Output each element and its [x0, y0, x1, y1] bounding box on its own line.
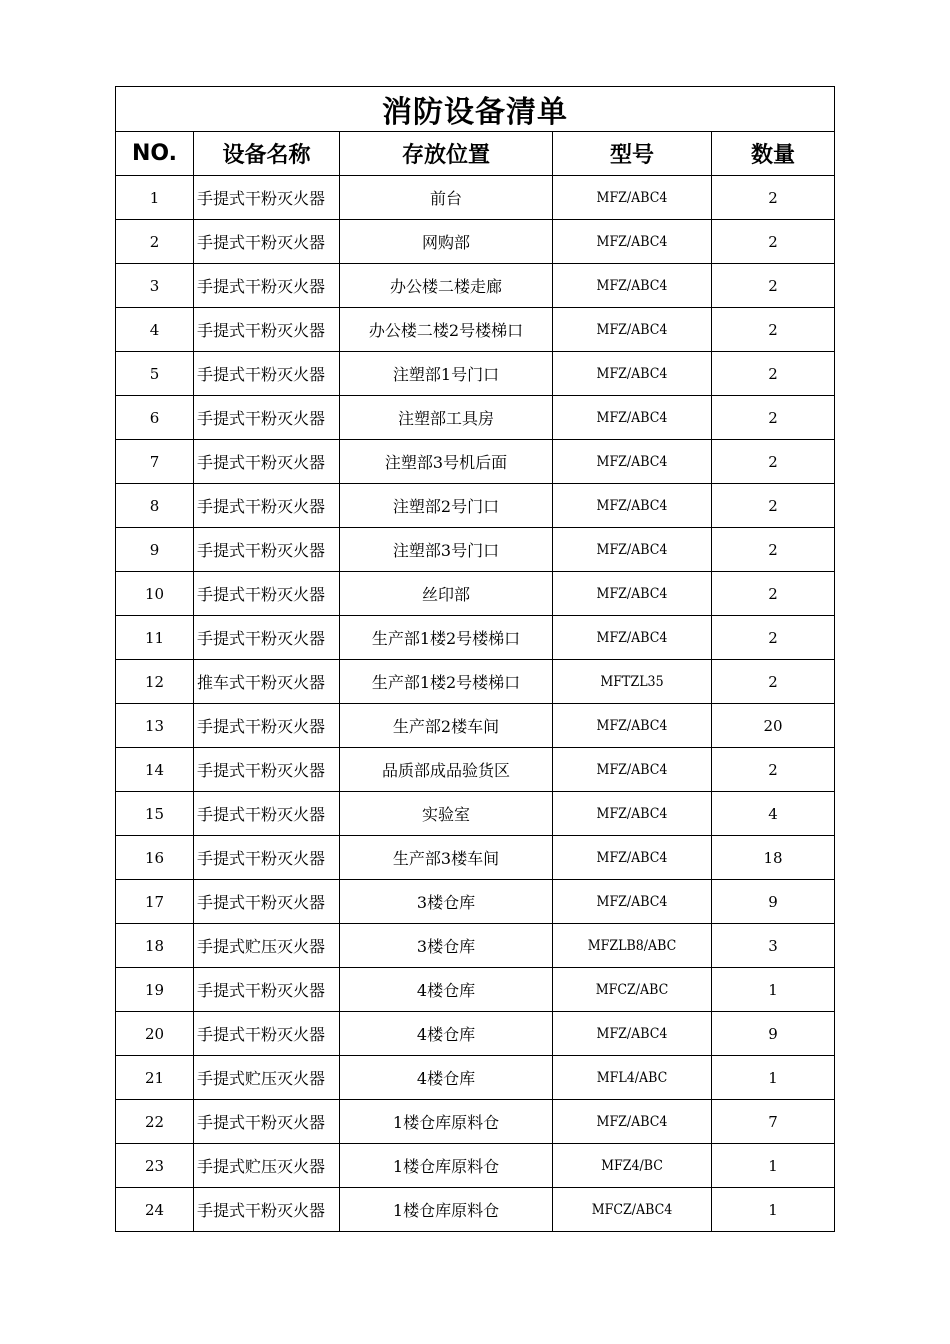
cell-equipment-name: 手提式干粉灭火器	[194, 1100, 340, 1144]
table-row	[116, 924, 835, 968]
cell-model: MFZ/ABC4	[553, 880, 712, 924]
cell-quantity: 2	[712, 528, 835, 572]
cell-location: 实验室	[340, 792, 553, 836]
cell-location: 品质部成品验货区	[340, 748, 553, 792]
header-location: 存放位置	[340, 132, 553, 176]
cell-equipment-name: 手提式干粉灭火器	[194, 572, 340, 616]
cell-location: 办公楼二楼走廊	[340, 264, 553, 308]
cell-model: MFZ/ABC4	[553, 308, 712, 352]
table-row	[116, 1144, 835, 1188]
table-row	[116, 660, 835, 704]
cell-quantity: 1	[712, 1056, 835, 1100]
cell-model: MFZ/ABC4	[553, 352, 712, 396]
cell-location: 办公楼二楼2号楼梯口	[340, 308, 553, 352]
table-body	[116, 176, 835, 1232]
header-row	[116, 132, 835, 176]
cell-equipment-name: 手提式贮压灭火器	[194, 1056, 340, 1100]
cell-location: 注塑部2号门口	[340, 484, 553, 528]
cell-model: MFZ/ABC4	[553, 704, 712, 748]
cell-no: 14	[116, 748, 194, 792]
cell-quantity: 9	[712, 1012, 835, 1056]
table-row	[116, 1056, 835, 1100]
cell-model: MFZ4/BC	[553, 1144, 712, 1188]
table-row	[116, 704, 835, 748]
table-row	[116, 528, 835, 572]
cell-quantity: 1	[712, 1188, 835, 1232]
cell-equipment-name: 手提式干粉灭火器	[194, 704, 340, 748]
cell-no: 5	[116, 352, 194, 396]
cell-quantity: 2	[712, 484, 835, 528]
cell-equipment-name: 手提式干粉灭火器	[194, 836, 340, 880]
table-row	[116, 1100, 835, 1144]
cell-quantity: 2	[712, 220, 835, 264]
cell-equipment-name: 手提式干粉灭火器	[194, 1188, 340, 1232]
table-row	[116, 176, 835, 220]
cell-model: MFZ/ABC4	[553, 1012, 712, 1056]
table-row	[116, 484, 835, 528]
cell-model: MFZ/ABC4	[553, 748, 712, 792]
header-no: NO.	[116, 132, 194, 176]
table-row	[116, 1188, 835, 1232]
cell-model: MFZ/ABC4	[553, 440, 712, 484]
table-row	[116, 792, 835, 836]
cell-model: MFZ/ABC4	[553, 396, 712, 440]
cell-location: 1楼仓库原料仓	[340, 1144, 553, 1188]
cell-quantity: 2	[712, 748, 835, 792]
cell-no: 8	[116, 484, 194, 528]
cell-no: 12	[116, 660, 194, 704]
cell-no: 6	[116, 396, 194, 440]
cell-equipment-name: 手提式干粉灭火器	[194, 220, 340, 264]
header-model: 型号	[553, 132, 712, 176]
cell-equipment-name: 手提式干粉灭火器	[194, 748, 340, 792]
cell-model: MFZ/ABC4	[553, 1100, 712, 1144]
cell-equipment-name: 手提式干粉灭火器	[194, 1012, 340, 1056]
cell-model: MFZ/ABC4	[553, 792, 712, 836]
cell-model: MFZLB8/ABC	[553, 924, 712, 968]
cell-quantity: 2	[712, 440, 835, 484]
table-row	[116, 572, 835, 616]
cell-model: MFZ/ABC4	[553, 176, 712, 220]
cell-quantity: 4	[712, 792, 835, 836]
cell-location: 4楼仓库	[340, 1056, 553, 1100]
sheet-title: 消防设备清单	[116, 87, 835, 132]
cell-no: 11	[116, 616, 194, 660]
cell-location: 生产部1楼2号楼梯口	[340, 616, 553, 660]
cell-location: 3楼仓库	[340, 924, 553, 968]
cell-quantity: 1	[712, 968, 835, 1012]
cell-location: 注塑部工具房	[340, 396, 553, 440]
cell-no: 2	[116, 220, 194, 264]
cell-quantity: 2	[712, 396, 835, 440]
cell-no: 15	[116, 792, 194, 836]
cell-equipment-name: 手提式干粉灭火器	[194, 308, 340, 352]
cell-no: 19	[116, 968, 194, 1012]
cell-model: MFZ/ABC4	[553, 264, 712, 308]
cell-quantity: 18	[712, 836, 835, 880]
table-row	[116, 836, 835, 880]
header-name: 设备名称	[194, 132, 340, 176]
cell-location: 前台	[340, 176, 553, 220]
cell-equipment-name: 手提式干粉灭火器	[194, 352, 340, 396]
table-row	[116, 1012, 835, 1056]
table-row	[116, 440, 835, 484]
cell-location: 注塑部3号机后面	[340, 440, 553, 484]
cell-quantity: 2	[712, 264, 835, 308]
cell-location: 网购部	[340, 220, 553, 264]
cell-no: 20	[116, 1012, 194, 1056]
cell-model: MFL4/ABC	[553, 1056, 712, 1100]
table-row	[116, 220, 835, 264]
cell-equipment-name: 手提式贮压灭火器	[194, 924, 340, 968]
cell-no: 21	[116, 1056, 194, 1100]
cell-location: 丝印部	[340, 572, 553, 616]
cell-location: 生产部1楼2号楼梯口	[340, 660, 553, 704]
cell-location: 4楼仓库	[340, 1012, 553, 1056]
cell-model: MFZ/ABC4	[553, 836, 712, 880]
cell-no: 17	[116, 880, 194, 924]
cell-no: 18	[116, 924, 194, 968]
cell-quantity: 7	[712, 1100, 835, 1144]
table-row	[116, 748, 835, 792]
table-row	[116, 880, 835, 924]
cell-model: MFZ/ABC4	[553, 220, 712, 264]
cell-no: 23	[116, 1144, 194, 1188]
cell-equipment-name: 手提式干粉灭火器	[194, 396, 340, 440]
cell-location: 4楼仓库	[340, 968, 553, 1012]
cell-model: MFCZ/ABC4	[553, 1188, 712, 1232]
cell-quantity: 2	[712, 308, 835, 352]
cell-quantity: 2	[712, 352, 835, 396]
cell-quantity: 2	[712, 616, 835, 660]
cell-equipment-name: 手提式干粉灭火器	[194, 528, 340, 572]
cell-quantity: 20	[712, 704, 835, 748]
cell-model: MFCZ/ABC	[553, 968, 712, 1012]
cell-no: 3	[116, 264, 194, 308]
cell-location: 注塑部1号门口	[340, 352, 553, 396]
cell-location: 生产部3楼车间	[340, 836, 553, 880]
cell-quantity: 9	[712, 880, 835, 924]
cell-location: 1楼仓库原料仓	[340, 1188, 553, 1232]
cell-equipment-name: 手提式干粉灭火器	[194, 440, 340, 484]
cell-equipment-name: 手提式干粉灭火器	[194, 264, 340, 308]
cell-model: MFZ/ABC4	[553, 572, 712, 616]
table-row	[116, 264, 835, 308]
table-row	[116, 308, 835, 352]
cell-model: MFZ/ABC4	[553, 528, 712, 572]
cell-no: 4	[116, 308, 194, 352]
cell-location: 1楼仓库原料仓	[340, 1100, 553, 1144]
cell-equipment-name: 手提式干粉灭火器	[194, 484, 340, 528]
cell-no: 9	[116, 528, 194, 572]
cell-model: MFZ/ABC4	[553, 484, 712, 528]
cell-equipment-name: 推车式干粉灭火器	[194, 660, 340, 704]
cell-equipment-name: 手提式干粉灭火器	[194, 880, 340, 924]
cell-location: 注塑部3号门口	[340, 528, 553, 572]
cell-no: 1	[116, 176, 194, 220]
table-row	[116, 616, 835, 660]
table-row	[116, 968, 835, 1012]
header-qty: 数量	[712, 132, 835, 176]
cell-model: MFZ/ABC4	[553, 616, 712, 660]
table-row	[116, 352, 835, 396]
cell-quantity: 2	[712, 176, 835, 220]
cell-equipment-name: 手提式干粉灭火器	[194, 176, 340, 220]
cell-equipment-name: 手提式贮压灭火器	[194, 1144, 340, 1188]
equipment-table	[115, 86, 835, 1232]
cell-equipment-name: 手提式干粉灭火器	[194, 792, 340, 836]
cell-no: 7	[116, 440, 194, 484]
cell-quantity: 1	[712, 1144, 835, 1188]
cell-no: 16	[116, 836, 194, 880]
cell-quantity: 3	[712, 924, 835, 968]
cell-no: 22	[116, 1100, 194, 1144]
table-row	[116, 396, 835, 440]
cell-quantity: 2	[712, 660, 835, 704]
cell-model: MFTZL35	[553, 660, 712, 704]
cell-no: 13	[116, 704, 194, 748]
cell-equipment-name: 手提式干粉灭火器	[194, 968, 340, 1012]
cell-no: 10	[116, 572, 194, 616]
cell-equipment-name: 手提式干粉灭火器	[194, 616, 340, 660]
cell-location: 3楼仓库	[340, 880, 553, 924]
cell-location: 生产部2楼车间	[340, 704, 553, 748]
cell-quantity: 2	[712, 572, 835, 616]
cell-no: 24	[116, 1188, 194, 1232]
